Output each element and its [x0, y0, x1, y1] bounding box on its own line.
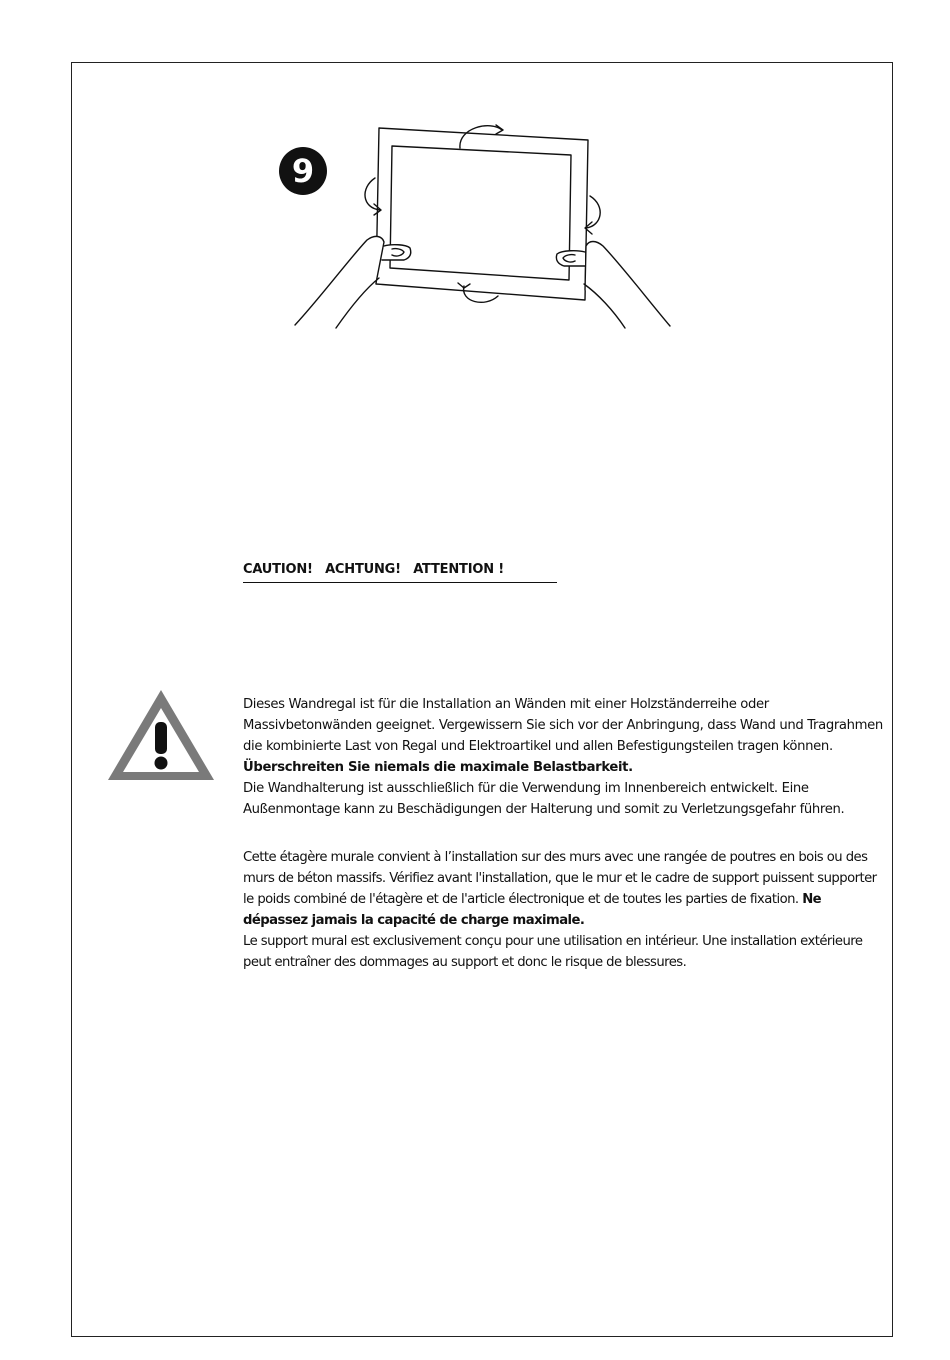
french-paragraph-1-bold: Ne dépassez jamais la capacité de charge maximale.	[243, 892, 822, 928]
german-warning-text	[243, 694, 883, 820]
french-paragraph-1	[243, 847, 883, 931]
german-paragraph-1-bold: Überschreiten Sie niemals die maximale Belastbarkeit.	[243, 760, 633, 775]
german-paragraph-1-text: Dieses Wandregal ist für die Installation an Wänden mit einer Holzständerreihe oder Massivbetonwänden geeignet. Vergewissern Sie sich vor der Anbringung, dass Wand und Tragrahmen die kombinierte Last von Regal und Elektroartikel und allen Befestigungsteilen tragen können.	[243, 697, 883, 754]
step-number-badge: 9	[279, 147, 327, 195]
caution-fr: ATTENTION !	[413, 562, 504, 577]
hands-adjusting-frame-illustration	[280, 118, 680, 333]
caution-de: ACHTUNG!	[325, 562, 401, 577]
german-paragraph-1	[243, 694, 883, 778]
german-paragraph-2: Die Wandhalterung ist ausschließlich für die Verwendung im Innenbereich entwickelt. Eine Außenmontage kann zu Beschädigungen der Halterung und somit zu Verletzungsgefahr führen.	[243, 781, 845, 817]
french-paragraph-2: Le support mural est exclusivement conçu pour une utilisation en intérieur. Une installation extérieure peut entraîner des dommages au support et donc le risque de blessures.	[243, 934, 863, 970]
french-warning-text	[243, 847, 883, 973]
caution-en: CAUTION!	[243, 562, 313, 577]
french-paragraph-1-text: Cette étagère murale convient à l’installation sur des murs avec une rangée de poutres en bois ou des murs de béton massifs. Vérifiez avant l'installation, que le mur et le cadre de support puissent supporter le poids combiné de l'étagère et de l'article électronique et de toutes les parties de fixation.	[243, 850, 877, 907]
caution-heading	[243, 562, 557, 583]
warning-triangle-icon	[104, 686, 218, 784]
